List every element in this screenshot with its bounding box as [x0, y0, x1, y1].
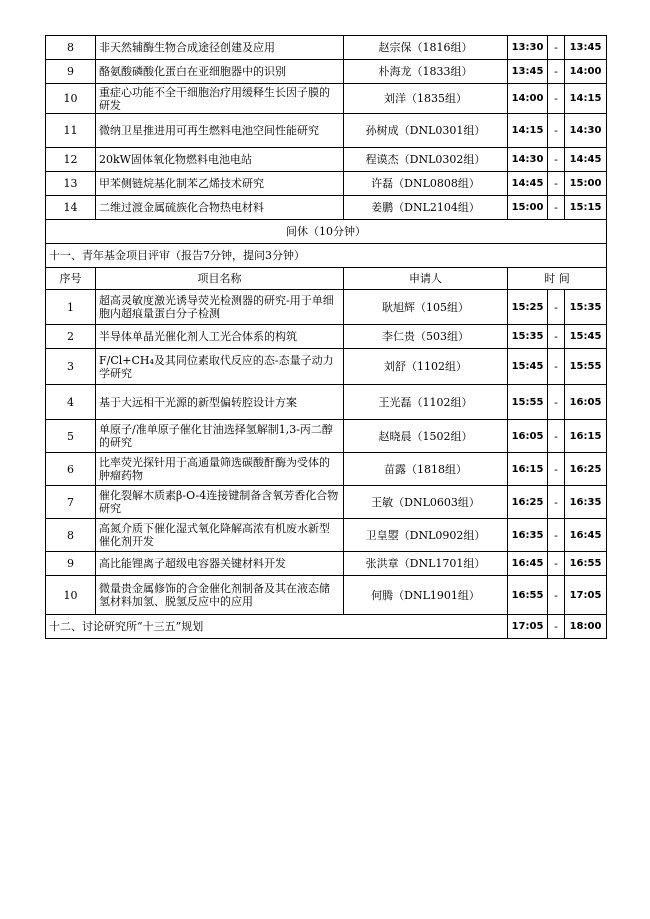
- table-row: [46, 519, 607, 552]
- project-title: 二维过渡金属硫族化合物热电材料: [96, 196, 344, 220]
- table-row: [46, 84, 607, 114]
- row-number: 5: [46, 420, 96, 453]
- end-time: 16:45: [565, 519, 607, 552]
- project-title: F/Cl+CH₄及其同位素取代反应的态-态量子动力学研究: [96, 349, 344, 385]
- row-number: 9: [46, 60, 96, 84]
- header-number: 序号: [46, 268, 96, 290]
- project-title: 基于大远相干光源的新型偏转腔设计方案: [96, 385, 344, 420]
- presenter: 李仁贵（503组）: [344, 325, 508, 349]
- start-time: 16:05: [508, 420, 548, 453]
- end-time: 15:00: [565, 172, 607, 196]
- time-separator: -: [548, 349, 565, 385]
- project-title: 重症心功能不全干细胞治疗用缓释生长因子膜的研发: [96, 84, 344, 114]
- start-time: 13:30: [508, 36, 548, 60]
- row-number: 13: [46, 172, 96, 196]
- start-time: 17:05: [508, 615, 548, 639]
- row-number: 9: [46, 552, 96, 576]
- section-row: [46, 615, 607, 639]
- row-number: 8: [46, 36, 96, 60]
- project-title: 酪氨酸磷酸化蛋白在亚细胞器中的识别: [96, 60, 344, 84]
- start-time: 16:35: [508, 519, 548, 552]
- time-separator: -: [548, 172, 565, 196]
- presenter: 刘舒（1102组）: [344, 349, 508, 385]
- start-time: 16:55: [508, 576, 548, 615]
- end-time: 14:45: [565, 148, 607, 172]
- presenter: 卫皇曌（DNL0902组）: [344, 519, 508, 552]
- start-time: 15:00: [508, 196, 548, 220]
- row-number: 8: [46, 519, 96, 552]
- end-time: 15:15: [565, 196, 607, 220]
- time-separator: -: [548, 114, 565, 148]
- table-row: [46, 172, 607, 196]
- table-row: [46, 36, 607, 60]
- row-number: 10: [46, 576, 96, 615]
- project-title: 甲苯侧链烷基化制苯乙烯技术研究: [96, 172, 344, 196]
- start-time: 16:15: [508, 453, 548, 486]
- section-heading: 十一、青年基金项目评审（报告7分钟，提问3分钟）: [46, 244, 607, 268]
- time-separator: -: [548, 385, 565, 420]
- start-time: 16:25: [508, 486, 548, 519]
- end-time: 17:05: [565, 576, 607, 615]
- table-row: [46, 325, 607, 349]
- time-separator: -: [548, 325, 565, 349]
- presenter: 程谟杰（DNL0302组）: [344, 148, 508, 172]
- start-time: 16:45: [508, 552, 548, 576]
- row-number: 3: [46, 349, 96, 385]
- project-title: 半导体单晶光催化剂人工光合体系的构筑: [96, 325, 344, 349]
- row-number: 4: [46, 385, 96, 420]
- header-time: 时 间: [508, 268, 607, 290]
- end-time: 16:15: [565, 420, 607, 453]
- project-title: 高氮介质下催化湿式氧化降解高浓有机废水新型催化剂开发: [96, 519, 344, 552]
- row-number: 6: [46, 453, 96, 486]
- header-applicant: 申请人: [344, 268, 508, 290]
- time-separator: -: [548, 576, 565, 615]
- section-heading-row: [46, 244, 607, 268]
- header-title: 项目名称: [96, 268, 344, 290]
- project-title: 20kW固体氧化物燃料电池电站: [96, 148, 344, 172]
- start-time: 15:35: [508, 325, 548, 349]
- table-row: [46, 349, 607, 385]
- table-row: [46, 420, 607, 453]
- row-number: 10: [46, 84, 96, 114]
- row-number: 14: [46, 196, 96, 220]
- presenter: 张洪章（DNL1701组）: [344, 552, 508, 576]
- presenter: 王敏（DNL0603组）: [344, 486, 508, 519]
- end-time: 16:05: [565, 385, 607, 420]
- table-row: [46, 60, 607, 84]
- start-time: 14:00: [508, 84, 548, 114]
- row-number: 1: [46, 290, 96, 325]
- schedule-body: [46, 36, 607, 639]
- row-number: 7: [46, 486, 96, 519]
- presenter: 姜鹏（DNL2104组）: [344, 196, 508, 220]
- end-time: 14:00: [565, 60, 607, 84]
- table-row: [46, 385, 607, 420]
- time-separator: -: [548, 552, 565, 576]
- end-time: 14:30: [565, 114, 607, 148]
- table-row: [46, 290, 607, 325]
- project-title: 催化裂解木质素β-O-4连接键制备含氧芳香化合物研究: [96, 486, 344, 519]
- project-title: 单原子/准单原子催化甘油选择氢解制1,3-丙二醇的研究: [96, 420, 344, 453]
- time-separator: -: [548, 519, 565, 552]
- end-time: 14:15: [565, 84, 607, 114]
- time-separator: -: [548, 290, 565, 325]
- presenter: 许磊（DNL0808组）: [344, 172, 508, 196]
- table-row: [46, 486, 607, 519]
- time-separator: -: [548, 148, 565, 172]
- start-time: 15:25: [508, 290, 548, 325]
- time-separator: -: [548, 453, 565, 486]
- end-time: 16:25: [565, 453, 607, 486]
- end-time: 18:00: [565, 615, 607, 639]
- project-title: 超高灵敏度激光诱导荧光检测器的研究-用于单细胞内超痕量蛋白分子检测: [96, 290, 344, 325]
- start-time: 15:45: [508, 349, 548, 385]
- project-title: 微纳卫星推进用可再生燃料电池空间性能研究: [96, 114, 344, 148]
- project-title: 比率荧光探针用于高通量筛选碳酸酐酶为受体的肿瘤药物: [96, 453, 344, 486]
- start-time: 14:45: [508, 172, 548, 196]
- presenter: 何腾（DNL1901组）: [344, 576, 508, 615]
- end-time: 13:45: [565, 36, 607, 60]
- time-separator: -: [548, 486, 565, 519]
- presenter: 赵晓晨（1502组）: [344, 420, 508, 453]
- project-title: 非天然辅酶生物合成途径创建及应用: [96, 36, 344, 60]
- table-row: [46, 552, 607, 576]
- presenter: 孙树成（DNL0301组）: [344, 114, 508, 148]
- schedule-table: [45, 35, 607, 639]
- presenter: 刘洋（1835组）: [344, 84, 508, 114]
- start-time: 14:15: [508, 114, 548, 148]
- time-separator: -: [548, 60, 565, 84]
- table-row: [46, 453, 607, 486]
- time-separator: -: [548, 36, 565, 60]
- start-time: 14:30: [508, 148, 548, 172]
- section-heading: 十二、讨论研究所“十三五”规划: [46, 615, 508, 639]
- presenter: 王光磊（1102组）: [344, 385, 508, 420]
- end-time: 15:55: [565, 349, 607, 385]
- table-row: [46, 148, 607, 172]
- time-separator: -: [548, 615, 565, 639]
- project-title: 微量贵金属修饰的合金催化剂制备及其在液态储氢材料加氢、脱氢反应中的应用: [96, 576, 344, 615]
- end-time: 15:35: [565, 290, 607, 325]
- column-header-row: [46, 268, 607, 290]
- end-time: 16:35: [565, 486, 607, 519]
- table-row: [46, 196, 607, 220]
- row-number: 12: [46, 148, 96, 172]
- presenter: 赵宗保（1816组）: [344, 36, 508, 60]
- start-time: 15:55: [508, 385, 548, 420]
- break-row: [46, 220, 607, 244]
- time-separator: -: [548, 196, 565, 220]
- row-number: 11: [46, 114, 96, 148]
- start-time: 13:45: [508, 60, 548, 84]
- project-title: 高比能锂离子超级电容器关键材料开发: [96, 552, 344, 576]
- time-separator: -: [548, 84, 565, 114]
- break-label: 间休（10分钟）: [46, 220, 607, 244]
- row-number: 2: [46, 325, 96, 349]
- end-time: 16:55: [565, 552, 607, 576]
- table-row: [46, 576, 607, 615]
- table-row: [46, 114, 607, 148]
- time-separator: -: [548, 420, 565, 453]
- presenter: 朴海龙（1833组）: [344, 60, 508, 84]
- presenter: 苗露（1818组）: [344, 453, 508, 486]
- end-time: 15:45: [565, 325, 607, 349]
- presenter: 耿旭辉（105组）: [344, 290, 508, 325]
